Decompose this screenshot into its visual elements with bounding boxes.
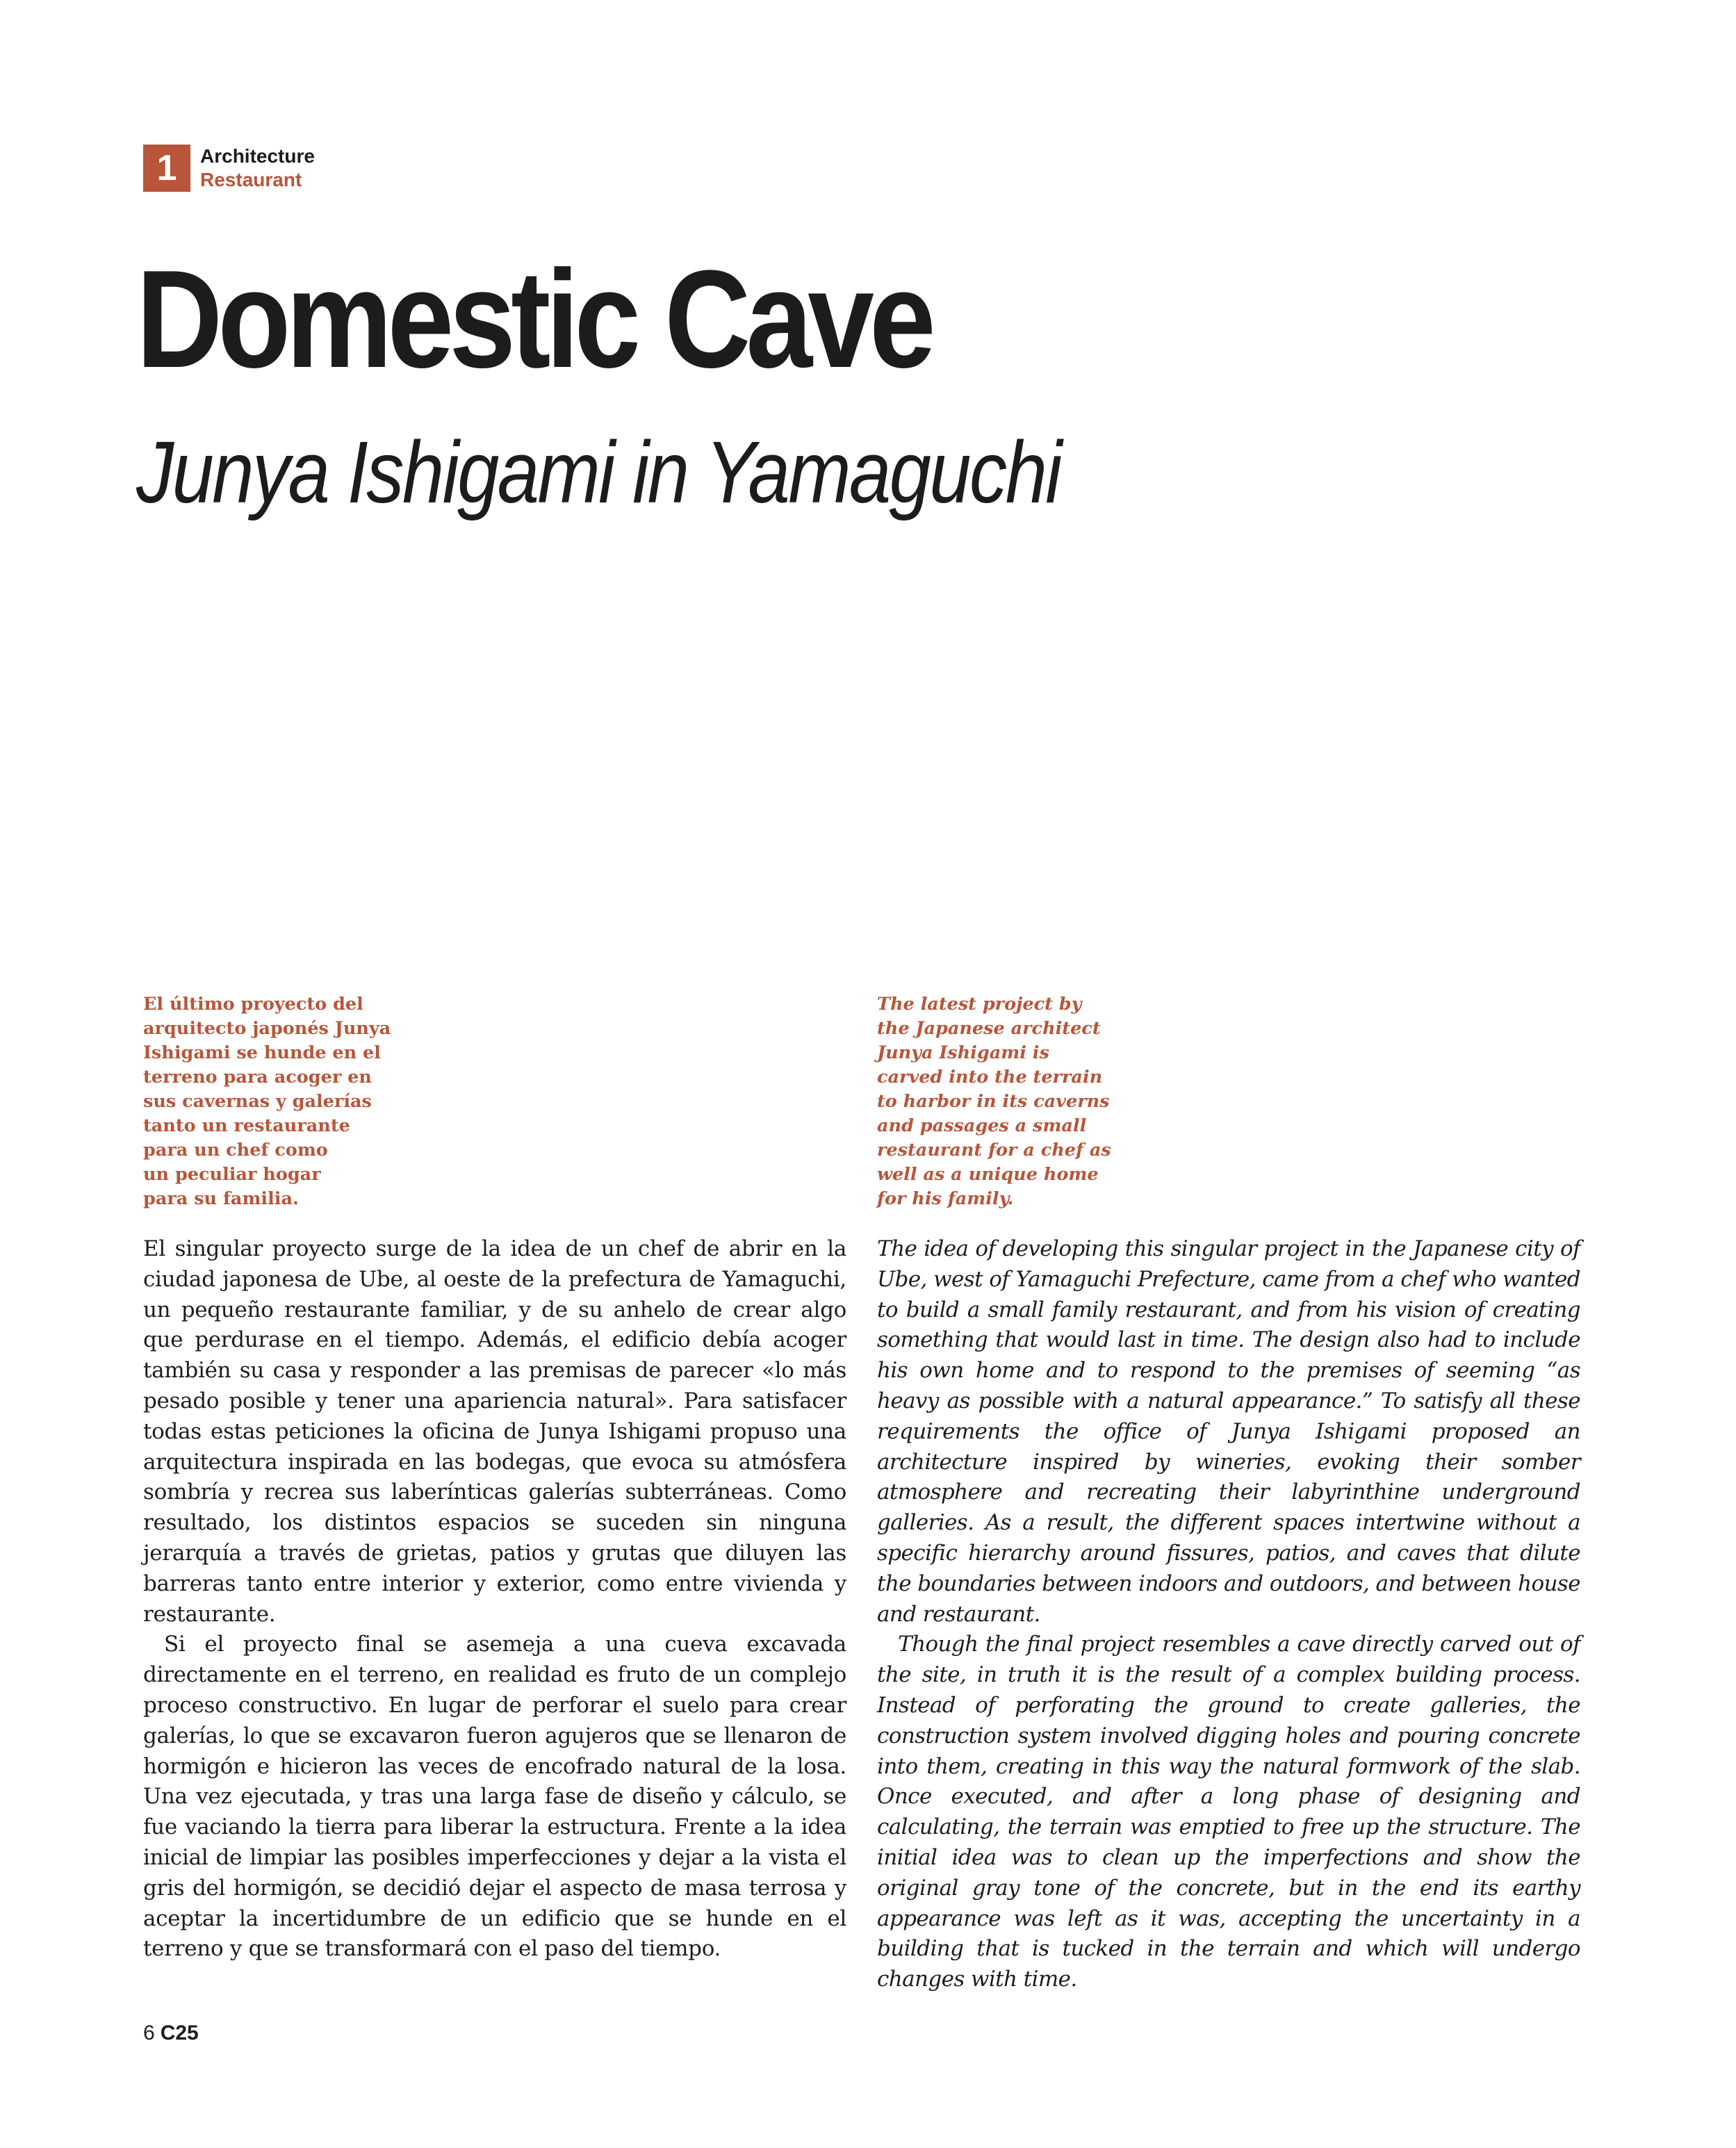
body-text-spanish: [143, 1234, 846, 1965]
lead-english: The latest project by the Japanese architect Junya Ishigami is carved into the terrain to harbor in its caverns and passages a small restaurant for a chef as well as a unique home for his family.: [877, 994, 1111, 1209]
section-subcategory: Restaurant: [200, 169, 302, 190]
article-title: Domestic Cave: [136, 242, 931, 397]
body-paragraph: The idea of developing this singular project in the Japanese city of Ube, west of Yamaguchi Prefecture, came from a chef who wanted to build a small family restaurant, and from his vision of creating something that would last in time. The design also had to include his own home and to respond to the premises of seeming “as heavy as possible with a natural appearance.” To satisfy all these requirements the office of Junya Ishigami proposed an architecture inspired by wineries, evoking their somber atmosphere and recreating their labyrinthine underground galleries. As a result, the different spaces intertwine without a specific hierarchy around fissures, patios, and caves that dilute the boundaries between indoors and outdoors, and between house and restaurant.: [877, 1236, 1580, 1627]
page-number: 6: [143, 2022, 155, 2044]
body-paragraph: El singular proyecto surge de la idea de un chef de abrir en la ciudad japonesa de Ube, al oeste de la prefectura de Yamaguchi, un pequeño restaurante familiar, y de su anhelo de crear algo que perdurase en el tiempo. Además, el edificio debía acoger también su casa y responder a las premisas de parecer «lo más pesado posible y tener una apariencia natural». Para satisfacer todas estas peticiones la oficina de Junya Ishigami propuso una arquitectura inspirada en las bodegas, que evoca su atmósfera sombría y recrea sus laberínticas galerías subterráneas. Como resultado, los distintos espacios se suceden sin ninguna jerarquía a través de grietas, patios y grutas que diluyen las barreras tanto entre interior y exterior, como entre vivienda y restaurante.: [143, 1236, 846, 1627]
section-marker: [143, 145, 315, 192]
body-text-english: [877, 1234, 1580, 1995]
lead-spanish: El último proyecto del arquitecto japonés Junya Ishigami se hunde en el terreno para acoger en sus cavernas y galerías tanto un restaurante para un chef como un peculiar hogar para su familia.: [143, 994, 391, 1209]
publication-name: C25: [160, 2022, 199, 2044]
body-paragraph: Though the final project resembles a cave directly carved out of the site, in truth it is the result of a complex building process. Instead of perforating the ground to create galleries, the construction system involved digging holes and pouring concrete into them, creating in this way the natural formwork of the slab. Once executed, and after a long phase of designing and calculating, the terrain was emptied to free up the structure. The initial idea was to clean up the imperfections and show the original gray tone of the concrete, but in the end its earthy appearance was left as it was, accepting the uncertainty in a building that is tucked in the terrain and which will undergo changes with time.: [877, 1632, 1580, 1992]
section-labels: [200, 145, 315, 192]
section-category: Architecture: [200, 145, 315, 167]
article-subtitle: Junya Ishigami in Yamaguchi: [136, 423, 1061, 521]
page-folio: [143, 2021, 199, 2046]
body-paragraph: Si el proyecto final se asemeja a una cueva excavada directamente en el terreno, en realidad es fruto de un complejo proceso constructivo. En lugar de perforar el suelo para crear galerías, lo que se excavaron fueron agujeros que se llenaron de hormigón e hicieron las veces de encofrado natural de la losa. Una vez ejecutada, y tras una larga fase de diseño y cálculo, se fue vaciando la tierra para liberar la estructura. Frente a la idea inicial de limpiar las posibles imperfecciones y dejar a la vista el gris del hormigón, se decidió dejar el aspecto de masa terrosa y aceptar la incertidumbre de un edificio que se hunde en el terreno y que se transformará con el paso del tiempo.: [143, 1632, 846, 1962]
section-number-badge: 1: [143, 145, 190, 192]
